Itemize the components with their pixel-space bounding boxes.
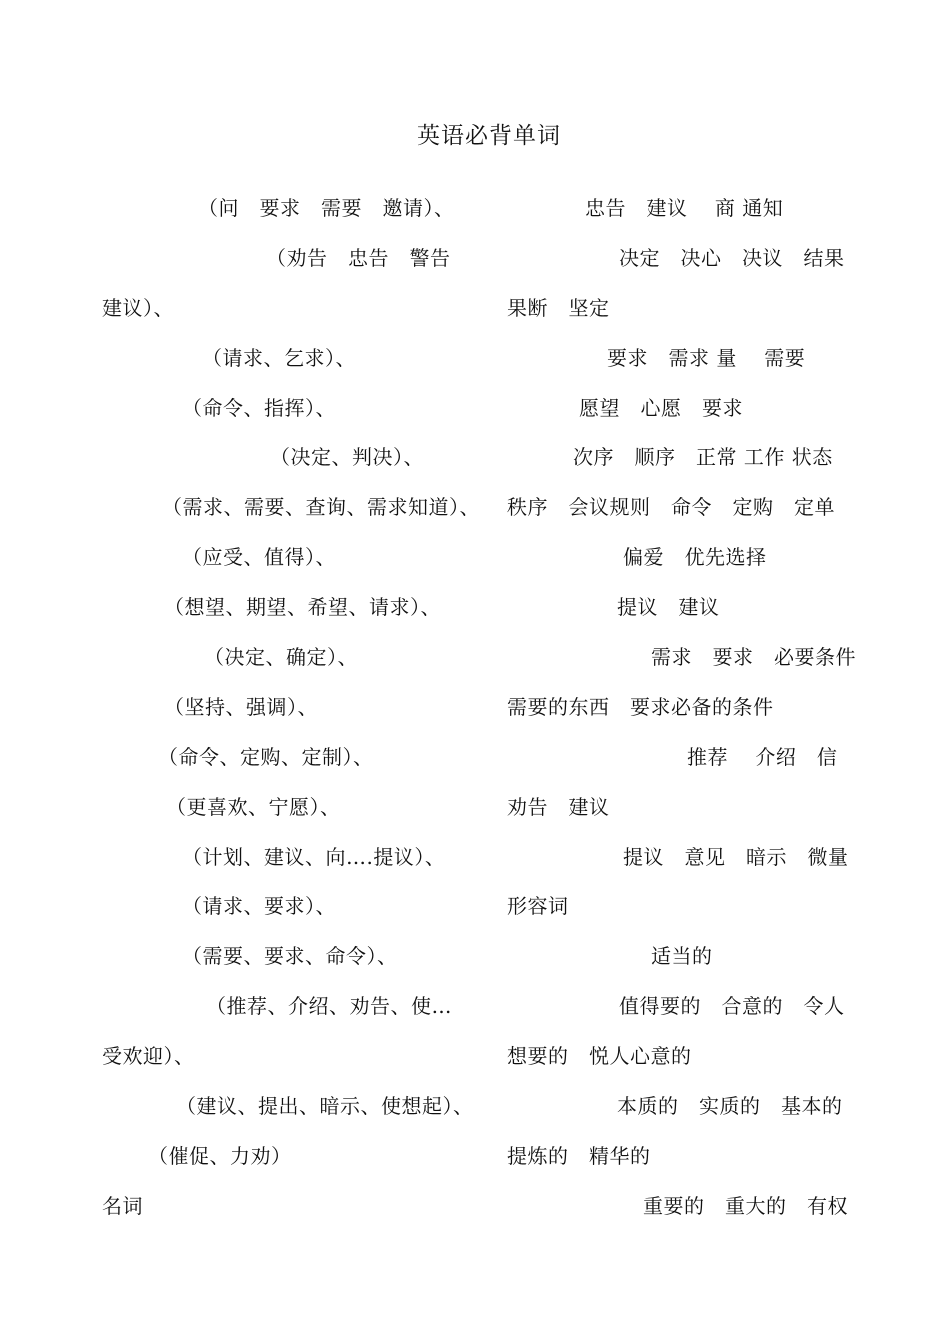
right-line: 推荐 介绍 信 [687,744,838,769]
left-line: （劝告 忠告 警告 [266,245,451,270]
right-line: 忠告 建议 商 通知 [585,196,784,220]
left-line: （命令、指挥）、 [182,395,336,420]
document-title: 英语必背单词 [417,123,561,149]
right-line: 次序 顺序 正常 工作 状态 [573,445,833,470]
right-line: 适当的 [651,944,713,969]
left-line: （决定、确定）、 [204,645,358,670]
left-line: （想望、期望、希望、请求）、 [164,595,441,620]
left-column [102,190,492,1238]
right-line: 提议 建议 [617,595,720,620]
right-line: 决定 决心 决议 结果 [619,245,845,270]
right-line: 秩序 会议规则 命令 定购 定单 [507,495,835,520]
left-line: （坚持、强调）、 [164,694,318,719]
right-line: 提炼的 精华的 [507,1143,651,1168]
left-line: （计划、建议、向….提议）、 [182,844,446,869]
left-line: （需要、要求、命令）、 [182,944,398,969]
right-line: 需要的东西 要求必备的条件 [507,694,774,719]
right-line: 要求 需求 量 需要 [607,345,806,370]
left-line: 受欢迎）、 [102,1044,195,1069]
right-line: 提议 意见 暗示 微量 [623,844,849,869]
left-line: （需求、需要、查询、需求知道）、 [162,495,480,520]
right-line: 想要的 悦人心意的 [507,1044,692,1069]
right-line: 劝告 建议 [507,794,610,819]
left-line: 名词 [102,1193,143,1218]
right-line: 形容词 [507,894,569,919]
left-line: （推荐、介绍、劝告、使… [206,994,452,1019]
left-line: （问 要求 需要 邀请）、 [198,196,455,220]
right-line: 本质的 实质的 基本的 [617,1094,843,1119]
left-line: （请求、要求）、 [182,894,336,919]
left-line: （请求、乞求）、 [202,345,356,370]
right-column [507,190,887,1238]
left-line: （更喜欢、宁愿）、 [166,794,341,819]
left-line: （催促、力劝） [148,1143,292,1168]
left-line: （应受、值得）、 [182,545,336,570]
left-line: （命令、定购、定制）、 [158,744,374,769]
right-line: 重要的 重大的 有权 [643,1193,848,1218]
right-line: 愿望 心愿 要求 [579,395,743,420]
right-line: 值得要的 合意的 令人 [619,994,845,1019]
left-line: （建议、提出、暗示、使想起）、 [176,1094,474,1119]
right-line: 偏爱 优先选择 [623,545,767,570]
right-line: 需求 要求 必要条件 [651,645,856,670]
right-line: 果断 坚定 [507,295,610,320]
left-line: 建议）、 [102,295,174,320]
left-line: （决定、判决）、 [270,445,424,470]
